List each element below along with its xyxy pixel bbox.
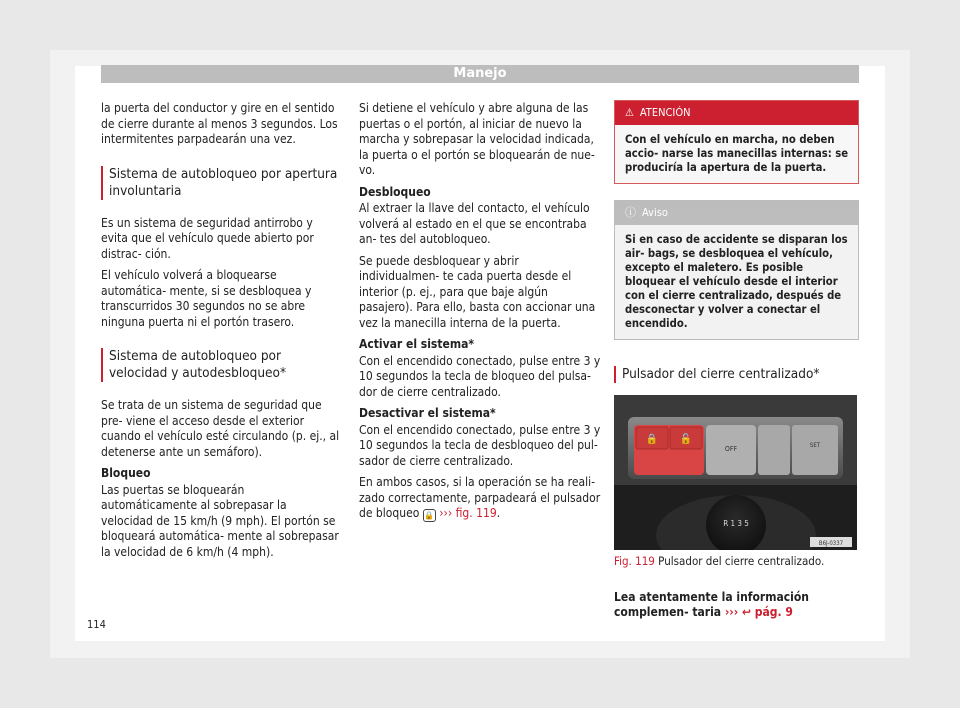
reference-end: . (496, 506, 501, 520)
paragraph: Se trata de un sistema de seguridad que pre- viene el acceso desde el exterior cuando el vehículo esté circulando (p. ej., al detenerse ante un semáforo). (101, 398, 340, 459)
warning-text: Con el vehículo en marcha, no deben accio- narse las manecillas internas: se produciría la apertura de la puerta. (625, 133, 849, 174)
warning-title: ATENCIÓN (639, 106, 691, 119)
paragraph: Es un sistema de seguridad antirrobo y evita que el vehículo quede abierto por distrac- ción. (101, 215, 314, 261)
figure-caption (614, 554, 859, 570)
console-illustration (614, 395, 857, 550)
set-label: SET (809, 442, 821, 449)
section-header: Manejo (101, 65, 859, 83)
notice-box (614, 200, 859, 340)
note-arrows: ››› (724, 605, 739, 619)
paragraph: Se puede desbloquear y abrir individualmen- te cada puerta desde el interior (p. ej., para que baje algún pasajero). Para ello, basta con accionar una vez la manecilla interna de la puerta. (359, 253, 596, 330)
paragraph-text: En ambos casos, si la operación se ha reali- zado correctamente, parpadeará el pulsador de bloqueo (359, 475, 601, 520)
warning-box (614, 100, 859, 184)
figure-central-locking-button (614, 395, 857, 550)
paragraph: Las puertas se bloquearán automáticamente al sobrepasar la velocidad de 15 km/h (9 mph). El portón se bloqueará automática- mente al sobrepasar la velocidad de 6 km/h (4 mph). (101, 482, 339, 559)
figure-code: B6J-0337 (818, 540, 844, 547)
subheading-desbloqueo: Desbloqueo (359, 184, 431, 199)
info-icon: ⓘ (625, 206, 636, 219)
svg-text:🔓: 🔓 (679, 434, 693, 445)
reference-arrows: ››› (439, 506, 453, 520)
paragraph: El vehículo volverá a bloquearse automática- mente, si se desbloquea y transcurridos 30 segundos no se abre ninguna puerta ni el portón trasero. (101, 268, 312, 329)
warning-box-header (615, 101, 858, 125)
column-3 (614, 100, 859, 621)
column-2 (359, 101, 601, 528)
notice-text: Si en caso de accidente se disparan los air- bags, se desbloquea el vehículo, excepto el maletero. Es posible bloquear el vehículo desde el interior con el cierre centralizado, después de desconectar y volver a conectar el encendido. (625, 233, 848, 330)
subheading-activar: Activar el sistema* (359, 337, 475, 351)
page-number: 114 (87, 618, 106, 631)
paragraph: Si detiene el vehículo y abre alguna de las puertas o el portón, al iniciar de nuevo la marcha y sobrepasar la velocidad indicada, la puerta o el portón se bloquearán de nue- vo. (359, 101, 595, 177)
figure-caption-text: Pulsador del cierre centralizado. (658, 554, 825, 568)
book-warning-icon: ↩ (741, 605, 751, 619)
paragraph: Con el encendido conectado, pulse entre 3 y 10 segundos la tecla de bloqueo del pulsa- dor de cierre centralizado. (359, 353, 601, 399)
svg-text:🔒: 🔒 (645, 434, 659, 445)
heading-pulsador: Pulsador del cierre centralizado* (614, 366, 859, 383)
column-1 (101, 101, 341, 566)
warning-triangle-icon: ⚠ (625, 106, 634, 119)
note-text: Lea atentamente la información complemen- taria (614, 589, 809, 619)
notice-title: Aviso (642, 206, 668, 219)
paragraph: la puerta del conductor y gire en el sentido de cierre durante al menos 3 segundos. Los intermitentes parpadearán una vez. (101, 101, 338, 146)
paragraph: Al extraer la llave del contacto, el vehículo volverá al estado en el que se encontraba an- tes del autobloqueo. (359, 201, 590, 246)
subheading-bloqueo: Bloqueo (101, 466, 151, 480)
gear-pattern: R 1 3 5 (723, 519, 749, 528)
figure-reference-link[interactable]: fig. 119 (455, 506, 497, 520)
heading-autobloqueo-velocidad: Sistema de autobloqueo por velocidad y autodesbloqueo* (101, 348, 341, 382)
notice-box-header (615, 201, 858, 225)
paragraph-with-reference (359, 475, 601, 522)
lock-icon: 🔒 (424, 511, 435, 520)
subheading-desactivar: Desactivar el sistema* (359, 406, 496, 420)
page-reference-link[interactable]: pág. 9 (754, 605, 793, 619)
read-more-note (614, 590, 859, 621)
figure-number: Fig. 119 (614, 554, 655, 568)
off-label: OFF (724, 445, 738, 453)
heading-autobloqueo-apertura: Sistema de autobloqueo por apertura involuntaria (101, 166, 341, 200)
paragraph: Con el encendido conectado, pulse entre 3 y 10 segundos la tecla de desbloqueo del pul- sador de cierre centralizado. (359, 422, 601, 468)
